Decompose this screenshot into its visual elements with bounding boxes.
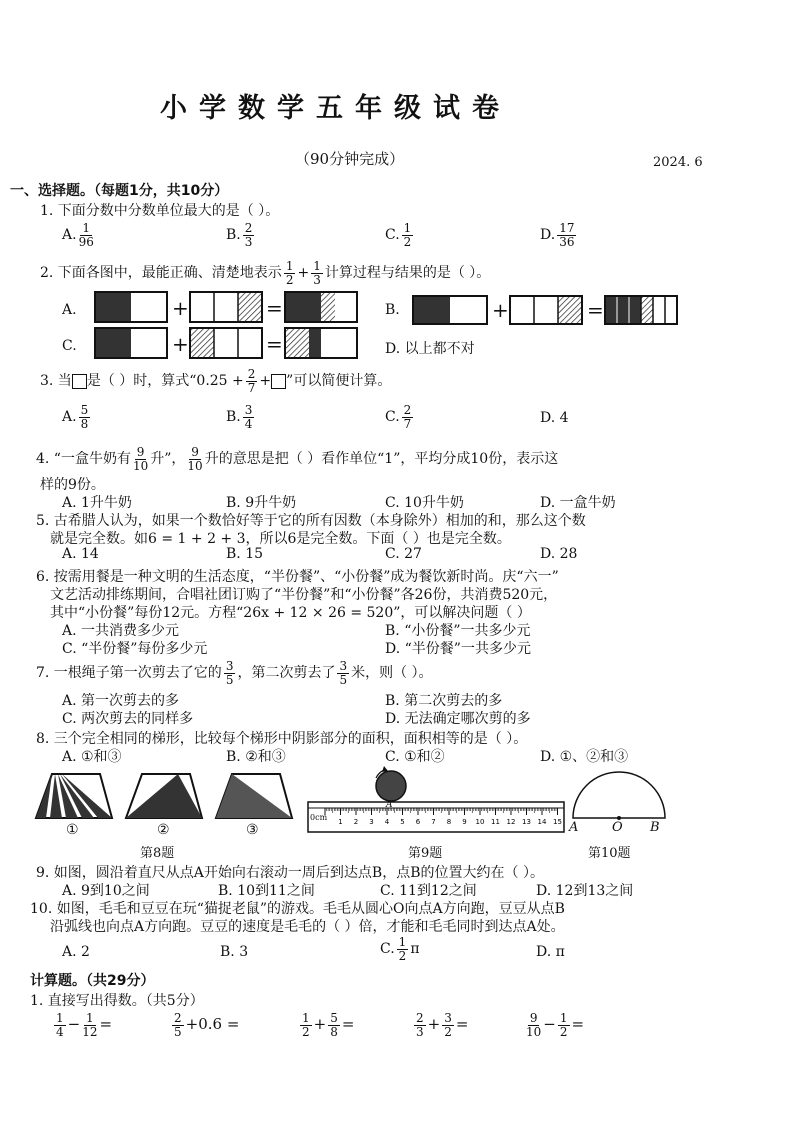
q1-option-a: A. $\frac{1}{96}$ (62, 221, 94, 249)
q1-stem: 1. 下面分数中分数单位最大的是（ ）。 (40, 203, 280, 219)
q9-option-c: C. 11到12之间 (380, 883, 477, 899)
q3-option-a: A. $\frac{5}{8}$ (62, 403, 89, 431)
ruler-tick-label: 10 (475, 818, 485, 826)
ruler-unit: 0cm (310, 813, 328, 822)
q6-line3: 其中“小份餐”每份12元。方程“26x + 12 × 26 = 520”，可以解决问题（ ） (50, 605, 531, 621)
q8-option-d: D. ①、②和③ (540, 749, 629, 765)
q4-option-b: B. 9升牛奶 (226, 495, 297, 511)
q2-c-equals: = (266, 332, 283, 356)
q5-line2: 就是完全数。如6 = 1 + 2 + 3，所以6是完全数。下面（ ）也是完全数。 (50, 531, 511, 547)
q2-c-plus: + (172, 332, 189, 356)
q10-line2: 沿弧线也向点A方向跑。豆豆的速度是毛毛的（ ）倍，才能和毛毛同时到达点A处。 (50, 919, 565, 935)
caption-q10: 第10题 (588, 846, 631, 861)
ruler-tick-label: 14 (537, 818, 547, 826)
q8-option-b: B. ②和③ (226, 749, 286, 765)
time-note: （90分钟完成） (295, 150, 405, 168)
q7-option-a: A. 第一次剪去的多 (62, 693, 180, 709)
section-choice-header: 一、选择题。（每题1分，共10分） (10, 183, 229, 199)
ruler-tick-label: 9 (462, 818, 467, 826)
point-b: B (650, 820, 660, 835)
ruler-tick-label: 2 (353, 818, 359, 826)
q10-option-d: D. π (536, 944, 565, 960)
q9-option-a: A. 9到10之间 (62, 883, 150, 899)
figure-label-2: ② (157, 822, 170, 838)
rolling-circle (376, 771, 406, 801)
ruler-tick-label: 4 (384, 818, 390, 826)
q6-option-d: D. “半份餐”一共多少元 (385, 641, 531, 657)
semicircle-figure (573, 772, 665, 820)
ruler (308, 802, 564, 832)
ruler-tick-label: 15 (553, 818, 562, 826)
q2-stem: 2. 下面各图中，最能正确、清楚地表示 $\frac{1}{2}$ + $\frac{1}{3}$ 计算过程与结果的是（ ）。 (40, 259, 491, 287)
section-calc-header: 计算题。（共29分） (30, 973, 155, 989)
page-title: 小学数学五年级试卷 (160, 93, 511, 124)
calc-expr-3: $\frac{1}{2}$ + $\frac{5}{8}$ = (302, 1011, 355, 1039)
q5-option-a: A. 14 (62, 546, 99, 562)
ruler-tick-label: 3 (369, 818, 374, 826)
q4-stem: 4. “一盒牛奶有 $\frac{9}{10}$ 升”， $\frac{9}{10}$ 升的意思是把（ ）看作单位“1”，平均分成10份，表示这 (36, 445, 559, 473)
ruler-tick-label: 13 (522, 818, 531, 826)
q2-b-equals: = (587, 298, 604, 322)
q9-option-d: D. 12到13之间 (536, 883, 634, 899)
ruler-tick-label: 8 (446, 818, 452, 826)
point-a: A (569, 820, 579, 835)
q1-option-d: D. $\frac{17}{36}$ (540, 221, 575, 249)
calc-expr-1: $\frac{1}{4}$ − $\frac{1}{12}$ = (56, 1011, 113, 1039)
q7-option-d: D. 无法确定哪次剪的多 (385, 711, 531, 727)
point-o: O (612, 820, 623, 835)
q10-option-c: C. $\frac{1}{2}$ π (380, 935, 420, 963)
ruler-point-a: A (386, 800, 393, 810)
calc-q1-stem: 1. 直接写出得数。（共5分） (30, 993, 204, 1009)
ruler-tick-label: 1 (338, 818, 343, 826)
ruler-tick-label: 7 (431, 818, 436, 826)
q4-option-d: D. 一盒牛奶 (540, 495, 616, 511)
q5-option-b: B. 15 (226, 546, 264, 562)
q6-option-b: B. “小份餐”一共多少元 (385, 623, 531, 639)
q6-option-a: A. 一共消费多少元 (62, 623, 180, 639)
trapezoid-2 (126, 774, 202, 818)
q2-option-a-label: A. (62, 302, 77, 318)
q10-option-a: A. 2 (62, 944, 90, 960)
caption-q9: 第9题 (408, 846, 443, 861)
q9-stem: 9. 如图，圆沿着直尺从点A开始向右滚动一周后到达点B，点B的位置大约在（ ）。 (36, 865, 544, 881)
calc-expr-4: $\frac{2}{3}$ + $\frac{3}{2}$ = (416, 1011, 469, 1039)
q5-line1: 5. 古希腊人认为，如果一个数恰好等于它的所有因数（本身除外）相加的和，那么这个数 (36, 513, 586, 529)
calc-expr-5: $\frac{9}{10}$ − $\frac{1}{2}$ = (526, 1011, 585, 1039)
q5-option-c: C. 27 (385, 546, 422, 562)
q1-option-b: B. $\frac{2}{3}$ (226, 221, 253, 249)
q4-option-c: C. 10升牛奶 (385, 495, 464, 511)
figure-label-3: ③ (246, 822, 259, 838)
ruler-tick-label: 6 (415, 818, 421, 826)
q3-option-b: B. $\frac{3}{4}$ (226, 403, 253, 431)
caption-q8: 第8题 (140, 846, 175, 861)
q3-option-c: C. $\frac{2}{7}$ (385, 403, 412, 431)
q3-stem: 3. 当 是（ ）时，算式“0.25 + $\frac{2}{7}$ + ”可以简便计算。 (40, 367, 392, 395)
q4-stem-line2: 样的9份。 (40, 477, 105, 493)
q10-option-b: B. 3 (220, 944, 249, 960)
q1-option-c: C. $\frac{1}{2}$ (385, 221, 412, 249)
q2-b-plus: + (492, 298, 509, 322)
q4-option-a: A. 1升牛奶 (62, 495, 132, 511)
q8-stem: 8. 三个完全相同的梯形，比较每个梯形中阴影部分的面积，面积相等的是（ ）。 (36, 731, 528, 747)
ruler-tick-label: 11 (491, 818, 500, 826)
q7-stem: 7. 一根绳子第一次剪去了它的 $\frac{3}{5}$ ，第二次剪去了 $\frac{3}{5}$ 米，则（ ）。 (36, 659, 433, 687)
q3-option-d: D. 4 (540, 410, 569, 426)
q8-option-c: C. ①和② (385, 749, 445, 765)
q6-line1: 6. 按需用餐是一种文明的生活态度，“半份餐”、“小份餐”成为餐饮新时尚。庆“六一” (36, 569, 559, 585)
q2-option-b-label: B. (385, 302, 400, 318)
q6-option-c: C. “半份餐”每份多少元 (62, 641, 208, 657)
q10-line1: 10. 如图，毛毛和豆豆在玩“猫捉老鼠”的游戏。毛毛从圆心O向点A方向跑，豆豆从点B (30, 901, 565, 917)
q9-option-b: B. 10到11之间 (218, 883, 315, 899)
q7-option-b: B. 第二次剪去的多 (385, 693, 503, 709)
q5-option-d: D. 28 (540, 546, 578, 562)
trapezoid-1 (36, 774, 112, 818)
q6-line2: 文艺活动排练期间，合唱社团订购了“半份餐”和“小份餐”各26份，共消费520元， (50, 587, 558, 603)
ruler-tick-label: 12 (506, 818, 516, 826)
q8-option-a: A. ①和③ (62, 749, 122, 765)
trapezoid-3 (216, 774, 292, 818)
q2-option-d: D. 以上都不对 (385, 341, 475, 357)
date: 2024. 6 (653, 155, 703, 170)
figure-label-1: ① (66, 822, 79, 838)
q2-a-plus: + (172, 296, 189, 320)
calc-expr-2: $\frac{2}{5}$ +0.6 = (174, 1011, 240, 1039)
ruler-tick-label: 5 (400, 818, 405, 826)
q2-a-equals: = (266, 296, 283, 320)
q7-option-c: C. 两次剪去的同样多 (62, 711, 194, 727)
q2-option-c-label: C. (62, 338, 77, 354)
